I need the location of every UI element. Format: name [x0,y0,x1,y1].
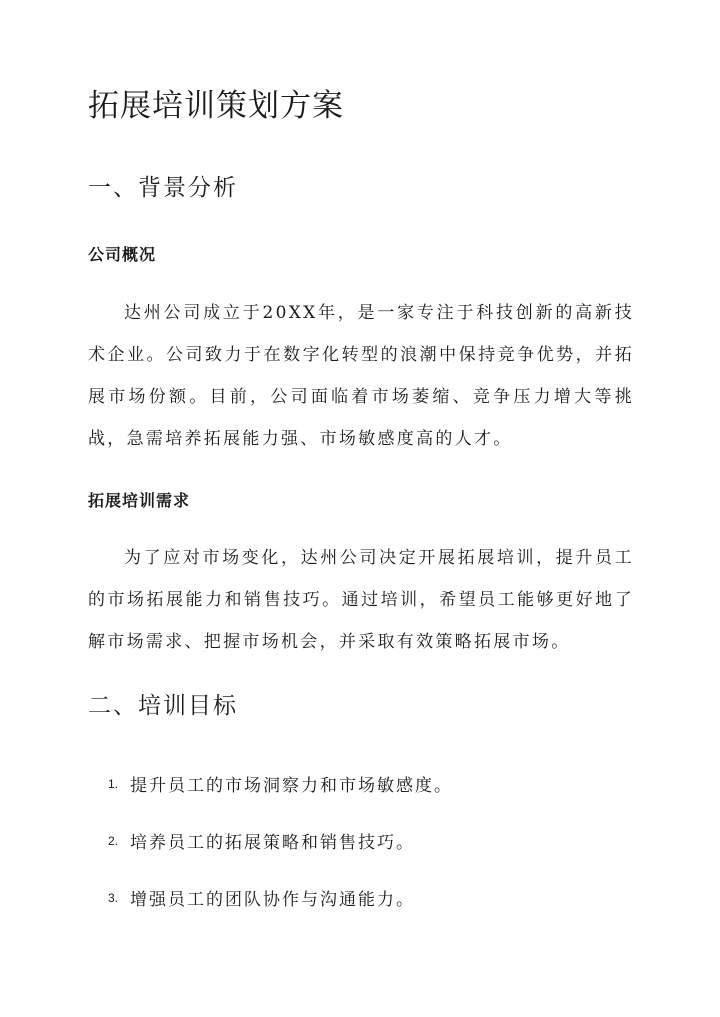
list-item-text: 培养员工的拓展策略和销售技巧。 [130,833,415,853]
training-goals-list [88,755,648,926]
section-heading-background: 一、背景分析 [88,175,238,201]
list-item [88,812,648,869]
list-item-number: 3. [108,890,119,905]
list-item [88,755,648,812]
list-item-text: 提升员工的市场洞察力和市场敏感度。 [130,776,453,796]
list-item [88,869,648,926]
paragraph-company-overview: 达州公司成立于20XX年，是一家专注于科技创新的高新技术企业。公司致力于在数字化转型的浪潮中保持竞争优势，并拓展市场份额。目前，公司面临着市场萎缩、竞争压力增大等挑战，急需培养拓展能力强、市场敏感度高的人才。 [88,303,634,449]
document-title: 拓展培训策划方案 [88,88,344,124]
section-heading-training-goals: 二、培训目标 [88,693,238,719]
list-item-text: 增强员工的团队协作与沟通能力。 [130,890,415,910]
list-item-number: 2. [108,833,119,848]
subsection-heading-company-overview: 公司概况 [88,245,157,264]
list-item-number: 1. [108,776,119,791]
paragraph-training-needs: 为了应对市场变化，达州公司决定开展拓展培训，提升员工的市场拓展能力和销售技巧。通过培训，希望员工能够更好地了解市场需求、把握市场机会，并采取有效策略拓展市场。 [88,548,634,652]
subsection-heading-training-needs: 拓展培训需求 [88,491,191,510]
